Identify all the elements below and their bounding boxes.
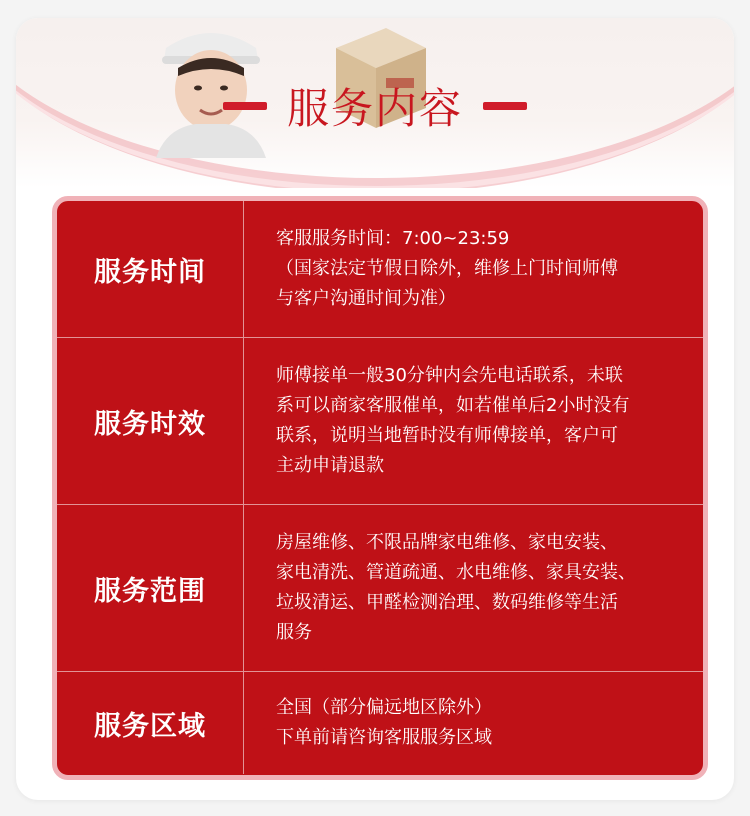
content-line: 系可以商家客服催单，如若催单后2小时没有: [276, 395, 630, 416]
row-label: 服务时效: [57, 338, 244, 504]
row-content: [244, 201, 703, 337]
heading-dash-left: [223, 102, 267, 110]
content-line: 垃圾清运、甲醛检测治理、数码维修等生活: [276, 592, 618, 613]
page-title: 服务内容: [286, 84, 463, 133]
service-info-table: [52, 196, 708, 780]
service-card: [16, 18, 734, 800]
table-row-service-area: [57, 671, 703, 774]
content-line: 下单前请咨询客服服务区域: [276, 727, 492, 748]
content-line: 全国（部分偏远地区除外）: [276, 697, 492, 718]
content-line: 客服服务时间：7:00~23:59: [276, 228, 510, 249]
content-line: 服务: [276, 622, 312, 643]
content-line: （国家法定节假日除外，维修上门时间师傅: [276, 258, 618, 279]
row-content: [244, 672, 703, 774]
row-content: [244, 338, 703, 504]
section-heading: [16, 74, 734, 138]
row-label: 服务范围: [57, 505, 244, 671]
content-line: 主动申请退款: [276, 455, 384, 476]
table-row-response-time: [57, 337, 703, 504]
heading-dash-right: [483, 102, 527, 110]
row-label: 服务时间: [57, 201, 244, 337]
content-line: 与客户沟通时间为准）: [276, 288, 456, 309]
content-line: 联系，说明当地暂时没有师傅接单，客户可: [276, 425, 618, 446]
table-row-service-time: [57, 201, 703, 337]
row-content: [244, 505, 703, 671]
content-line: 房屋维修、不限品牌家电维修、家电安装、: [276, 532, 618, 553]
table-row-service-scope: [57, 504, 703, 671]
content-line: 师傅接单一般30分钟内会先电话联系，未联: [276, 365, 623, 386]
header-banner: [16, 18, 734, 188]
row-label: 服务区域: [57, 672, 244, 774]
content-line: 家电清洗、管道疏通、水电维修、家具安装、: [276, 562, 636, 583]
